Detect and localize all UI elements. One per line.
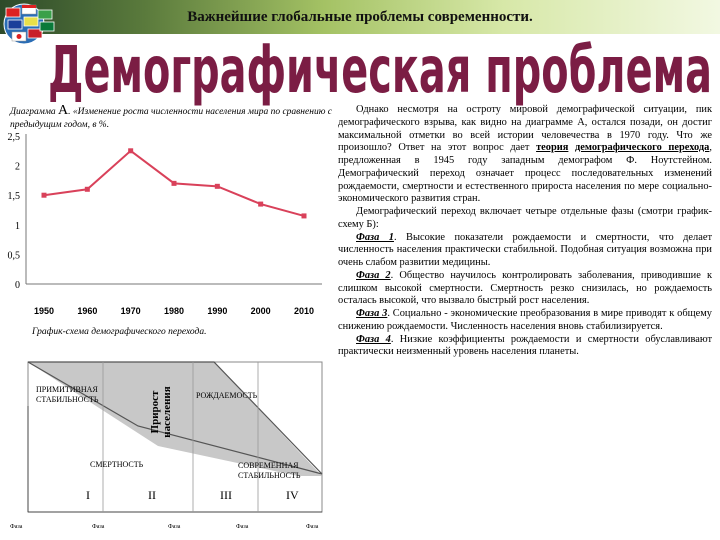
phase-2-text: . Общество научилось контролировать заболевания, приводившие к слишком высокой смертности. Смертность резко снизилась, но рождаемость осталась высокой, что вызвало быстрый рост населения.	[338, 269, 712, 307]
chart-a-x-tick-label: 1960	[77, 306, 98, 316]
chart-a-point	[85, 187, 90, 192]
term-demographic-transition: демографического перехода	[575, 142, 710, 154]
label-growth-line2: населения	[161, 386, 173, 438]
demographic-transition-diagram	[8, 356, 324, 540]
chart-a-x-tick-label: 1990	[207, 306, 228, 316]
phase-3-label: Фаза 3	[356, 308, 388, 319]
article-text	[338, 104, 712, 534]
chart-a-point	[42, 193, 47, 198]
chart-a-y-tick-label: 2,5	[7, 132, 20, 143]
chart-b-caption: График-схема демографического перехода.	[32, 327, 207, 337]
paragraph-phase-3	[338, 308, 712, 334]
chart-a-x-tick-label: 1980	[163, 306, 185, 316]
label-primitive-line1: ПРИМИТИВНАЯ	[36, 385, 98, 394]
chart-a	[0, 128, 330, 324]
phase-1-label: Фаза 1	[356, 231, 394, 243]
phase-number-4: IV	[286, 488, 299, 502]
paragraph-phase-2	[338, 270, 712, 308]
phase-footer-2: Фаза	[92, 524, 105, 530]
intro-text-a: Однако несмотря на остроту мировой демографической ситуации, пик демографического взрыва, как видно на диаграмме А, остался позади, он достиг максимальной отметки во всей истории человечества в 1970 году. Что же произошло? Ответ на этот вопрос дает	[338, 104, 712, 154]
main-title	[40, 22, 720, 108]
phase-footer-1: Фаза	[10, 524, 23, 530]
phase-number-1: I	[86, 488, 90, 502]
phase-1-text: . Высокие показатели рождаемости и смертности, что делает численность населения практически стабильной. Подобная ситуация возможна при очень слабом развитии медицины.	[338, 231, 712, 268]
chart-a-point	[258, 202, 263, 207]
chart-a-point	[215, 184, 220, 189]
chart-a-y-tick-label: 2	[15, 161, 20, 173]
chart-a-y-tick-label: 1	[15, 220, 20, 232]
header-title: Важнейшие глобальные проблемы современности.	[187, 9, 533, 25]
phase-footer-4: Фаза	[236, 524, 249, 530]
chart-a-x-tick-label: 2000	[250, 306, 271, 316]
label-modern-line2: СТАБИЛЬНОСТЬ	[238, 471, 301, 480]
chart-a-y-tick-label: 0	[15, 280, 20, 291]
phase-footer-3: Фаза	[168, 524, 181, 530]
label-deaths: СМЕРТНОСТЬ	[90, 460, 144, 469]
chart-a-x-tick-label: 1950	[33, 306, 55, 316]
chart-a-y-ticks	[8, 132, 21, 291]
chart-a-points	[42, 148, 307, 218]
chart-a-caption-prefix: Диаграмма	[10, 107, 56, 117]
phase-4-text: . Низкие коэффициенты рождаемости и смертности обуславливают практически неизменный уровень населения планеты.	[338, 333, 712, 358]
phase-number-2: II	[148, 488, 156, 502]
label-modern-line1: СОВРЕМЕННАЯ	[238, 461, 299, 470]
chart-a-x-tick-label: 1970	[120, 306, 141, 316]
phase-2-label: Фаза 2	[356, 269, 391, 281]
phase-footer-5: Фаза	[306, 524, 319, 530]
paragraph-intro	[338, 104, 712, 206]
intro-text-b: , предложенная в 1945 году западным демографом Ф. Ноутстейном. Демографический переход означает процесс последовательных изменений рождаемости, смертности и естественного прироста населения по мере социально-экономического развития стран.	[338, 142, 712, 205]
chart-a-point	[172, 181, 177, 186]
main-title-text: Демографическая проблема	[48, 34, 712, 108]
chart-a-caption-letter: А	[58, 103, 69, 118]
chart-a-point	[302, 213, 307, 218]
paragraph-phase-1	[338, 232, 712, 270]
label-births: РОЖДАЕМОСТЬ	[196, 391, 258, 400]
phase-number-3: III	[220, 488, 232, 502]
chart-a-y-tick-label: 1,5	[7, 191, 20, 203]
term-theory: теория	[536, 142, 569, 154]
label-growth-line1: Прирост	[149, 390, 161, 434]
paragraph-phases-intro: Демографический переход включает четыре отдельные фазы (смотри график-схему Б):	[338, 206, 712, 230]
chart-a-point	[128, 148, 133, 153]
chart-a-x-ticks	[34, 306, 314, 316]
chart-a-x-tick-label: 2010	[293, 306, 315, 316]
phase-3-text: . Социально - экономические преобразования в мире приводят к общему снижению рождаемости. Численность населения вновь стабилизируется.	[338, 308, 712, 332]
paragraph-phase-4	[338, 334, 712, 360]
chart-a-caption-text: . «Изменение роста численности населения мира по сравнению с предыдущим годом, в %.	[10, 107, 332, 130]
phase-4-label: Фаза 4	[356, 333, 391, 345]
label-primitive-line2: СТАБИЛЬНОСТЬ	[36, 395, 99, 404]
chart-a-y-tick-label: 0,5	[7, 250, 20, 262]
